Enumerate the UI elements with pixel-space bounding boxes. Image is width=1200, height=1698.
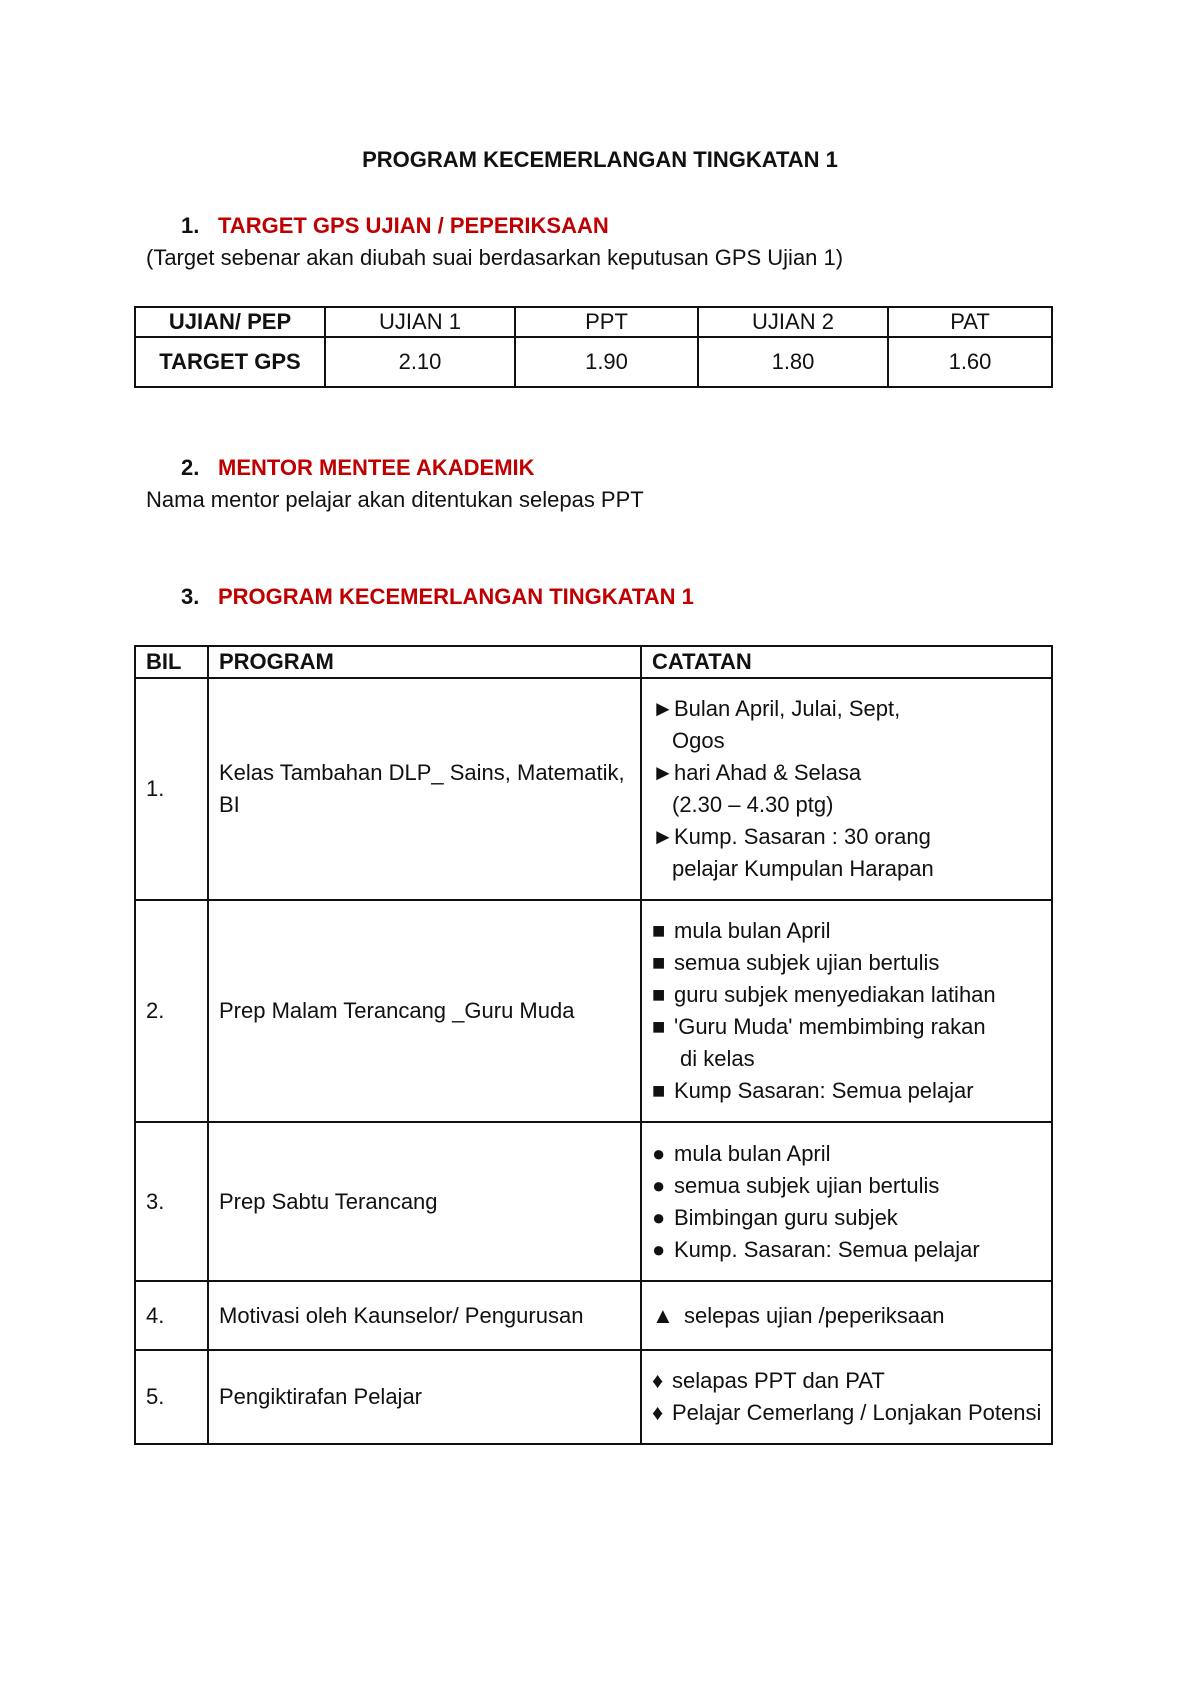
- note-text: selapas PPT dan PAT: [672, 1368, 885, 1393]
- notes-cell: [641, 1281, 1052, 1350]
- note-item: [652, 1138, 1045, 1170]
- note-text: semua subjek ujian bertulis: [674, 950, 940, 975]
- section2-title: MENTOR MENTEE AKADEMIK: [218, 455, 535, 480]
- table-cell: TARGET GPS: [135, 337, 325, 387]
- triangle-bullet-icon: ▲: [652, 1302, 674, 1328]
- section2-heading: [181, 455, 535, 481]
- table-header-row: [135, 646, 1052, 678]
- note-text: Bulan April, Julai, Sept,: [674, 696, 901, 721]
- note-item: [652, 1075, 1045, 1107]
- square-bullet-icon: ■: [652, 1078, 666, 1103]
- table-cell: UJIAN/ PEP: [135, 307, 325, 337]
- row-number: 3.: [135, 1122, 208, 1281]
- note-text: mula bulan April: [674, 918, 831, 943]
- round-bullet-icon: ●: [652, 1204, 666, 1230]
- table-header-cell: BIL: [135, 646, 208, 678]
- note-item: [652, 947, 1045, 979]
- note-text-cont: (2.30 – 4.30 ptg): [672, 792, 834, 817]
- note-item: [652, 693, 1045, 757]
- diamond-bullet-icon: ♦: [652, 1368, 664, 1393]
- square-bullet-icon: ■: [652, 950, 666, 975]
- square-bullet-icon: ■: [652, 1014, 666, 1039]
- section2-note: Nama mentor pelajar akan ditentukan selepas PPT: [146, 487, 644, 512]
- note-text: mula bulan April: [674, 1140, 831, 1166]
- table-row: [135, 678, 1052, 900]
- note-text: Bimbingan guru subjek: [674, 1204, 898, 1230]
- table-cell: PPT: [515, 307, 698, 337]
- table-cell: UJIAN 1: [325, 307, 515, 337]
- program-name: Prep Malam Terancang _Guru Muda: [208, 900, 641, 1122]
- note-item: [652, 1202, 1045, 1234]
- arrow-icon: ►: [652, 760, 674, 785]
- target-gps-table: [134, 306, 1053, 388]
- note-text: Kump Sasaran: Semua pelajar: [674, 1078, 974, 1103]
- section3-number: 3.: [181, 584, 200, 609]
- document-title: PROGRAM KECEMERLANGAN TINGKATAN 1: [362, 147, 838, 172]
- note-item: [652, 1365, 1045, 1397]
- row-number: 5.: [135, 1350, 208, 1444]
- note-item: [652, 1234, 1045, 1266]
- table-cell: 1.90: [515, 337, 698, 387]
- table-header-cell: PROGRAM: [208, 646, 641, 678]
- section1-note: (Target sebenar akan diubah suai berdasarkan keputusan GPS Ujian 1): [146, 245, 844, 270]
- square-bullet-icon: ■: [652, 918, 666, 943]
- note-item: [652, 915, 1045, 947]
- notes-cell: [641, 900, 1052, 1122]
- section3-title: PROGRAM KECEMERLANGAN TINGKATAN 1: [218, 584, 694, 609]
- note-text: Kump. Sasaran: Semua pelajar: [674, 1236, 980, 1262]
- note-text-cont: Ogos: [672, 728, 725, 753]
- program-name: Pengiktirafan Pelajar: [208, 1350, 641, 1444]
- program-name: Motivasi oleh Kaunselor/ Pengurusan: [208, 1281, 641, 1350]
- note-text: Kump. Sasaran : 30 orang: [674, 824, 931, 849]
- table-row: [135, 1350, 1052, 1444]
- note-text: 'Guru Muda' membimbing rakan: [674, 1014, 986, 1039]
- note-text: Pelajar Cemerlang / Lonjakan Potensi: [672, 1400, 1042, 1425]
- section1-number: 1.: [181, 213, 200, 238]
- section3-heading: [181, 584, 694, 610]
- round-bullet-icon: ●: [652, 1172, 666, 1198]
- row-number: 4.: [135, 1281, 208, 1350]
- note-item: [652, 821, 1045, 885]
- note-item: [652, 979, 1045, 1011]
- diamond-bullet-icon: ♦: [652, 1400, 664, 1425]
- table-row: [135, 337, 1052, 387]
- notes-cell: [641, 678, 1052, 900]
- program-name: Kelas Tambahan DLP_ Sains, Matematik, BI: [208, 678, 641, 900]
- table-header-cell: CATATAN: [641, 646, 1052, 678]
- program-table: [134, 645, 1053, 1445]
- arrow-icon: ►: [652, 824, 674, 849]
- table-cell: 1.60: [888, 337, 1052, 387]
- note-text-cont: pelajar Kumpulan Harapan: [672, 856, 934, 881]
- table-header-row: [135, 307, 1052, 337]
- row-number: 1.: [135, 678, 208, 900]
- square-bullet-icon: ■: [652, 982, 666, 1007]
- arrow-icon: ►: [652, 696, 674, 721]
- table-row: [135, 900, 1052, 1122]
- table-cell: 2.10: [325, 337, 515, 387]
- note-item: [652, 1300, 1045, 1332]
- program-name: Prep Sabtu Terancang: [208, 1122, 641, 1281]
- note-text: semua subjek ujian bertulis: [674, 1172, 940, 1198]
- note-text-cont: di kelas: [680, 1046, 755, 1071]
- section1-heading: [181, 213, 609, 239]
- section2-number: 2.: [181, 455, 200, 480]
- notes-cell: [641, 1122, 1052, 1281]
- table-row: [135, 1122, 1052, 1281]
- note-item: [652, 1011, 1045, 1075]
- notes-cell: [641, 1350, 1052, 1444]
- note-item: [652, 1170, 1045, 1202]
- section1-title: TARGET GPS UJIAN / PEPERIKSAAN: [218, 213, 609, 238]
- row-number: 2.: [135, 900, 208, 1122]
- note-text: guru subjek menyediakan latihan: [674, 982, 996, 1007]
- table-cell: UJIAN 2: [698, 307, 888, 337]
- note-text: selepas ujian /peperiksaan: [684, 1302, 945, 1328]
- round-bullet-icon: ●: [652, 1236, 666, 1262]
- note-text: hari Ahad & Selasa: [674, 760, 862, 785]
- table-cell: 1.80: [698, 337, 888, 387]
- table-cell: PAT: [888, 307, 1052, 337]
- note-item: [652, 757, 1045, 821]
- table-row: [135, 1281, 1052, 1350]
- note-item: [652, 1400, 1041, 1425]
- round-bullet-icon: ●: [652, 1140, 666, 1166]
